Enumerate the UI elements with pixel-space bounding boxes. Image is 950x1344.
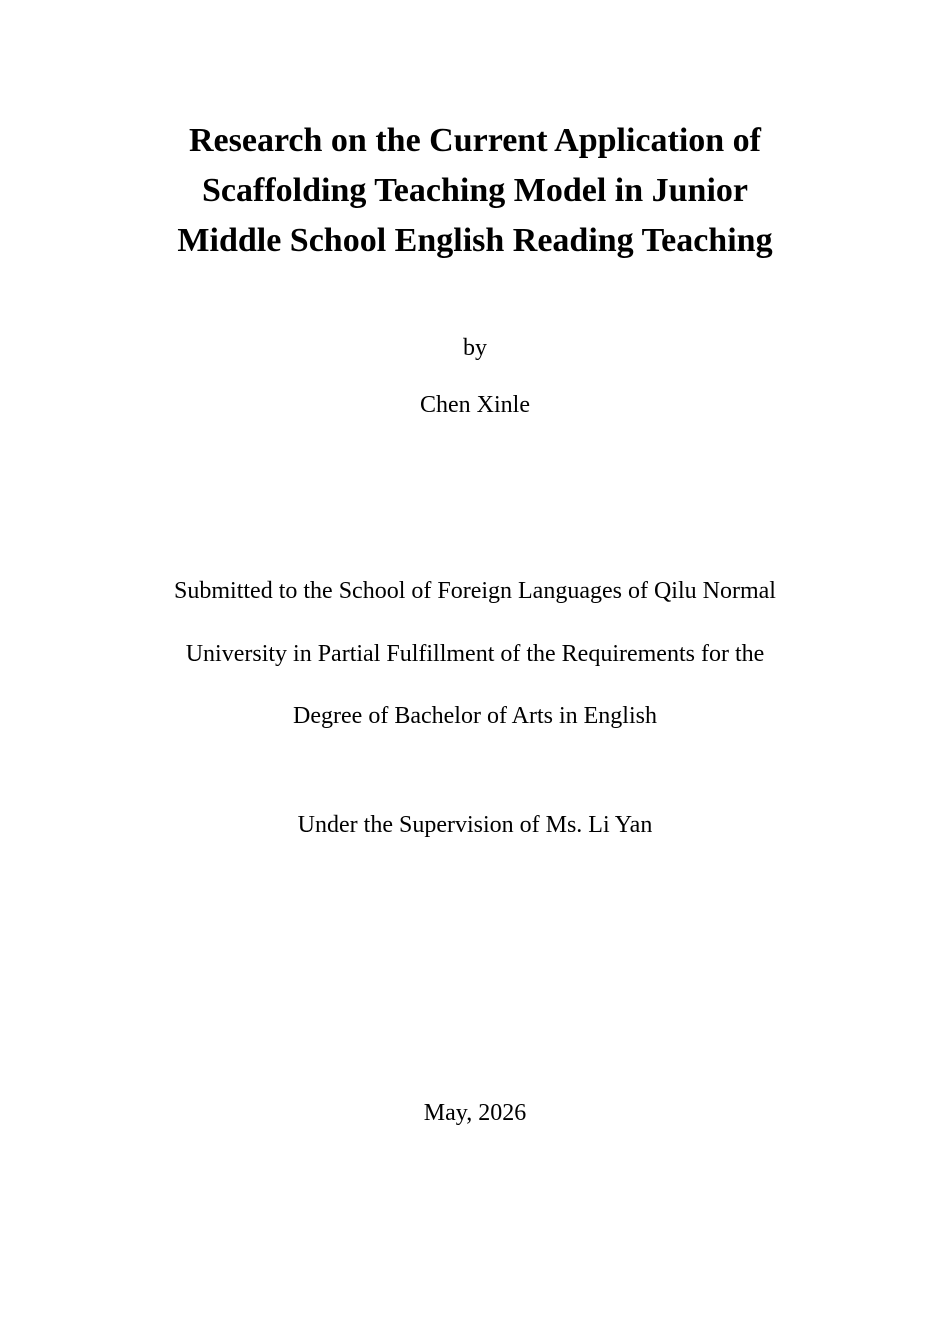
thesis-title-line: Scaffolding Teaching Model in Junior xyxy=(202,172,748,209)
submission-line: Degree of Bachelor of Arts in English xyxy=(293,703,657,729)
submission-line: Submitted to the School of Foreign Languages of Qilu Normal xyxy=(174,578,776,604)
thesis-title-line: Research on the Current Application of xyxy=(188,122,761,159)
thesis-title-line: Middle School English Reading Teaching xyxy=(177,222,773,259)
submission-statement xyxy=(0,560,950,748)
submission-line: University in Partial Fulfillment of the Requirements for the xyxy=(185,640,765,667)
submission-date: May, 2026 xyxy=(423,1100,527,1126)
author-name: Chen Xinle xyxy=(420,392,530,418)
by-label: by xyxy=(463,335,487,361)
supervisor-statement: Under the Supervision of Ms. Li Yan xyxy=(297,812,653,838)
thesis-title xyxy=(0,116,950,266)
